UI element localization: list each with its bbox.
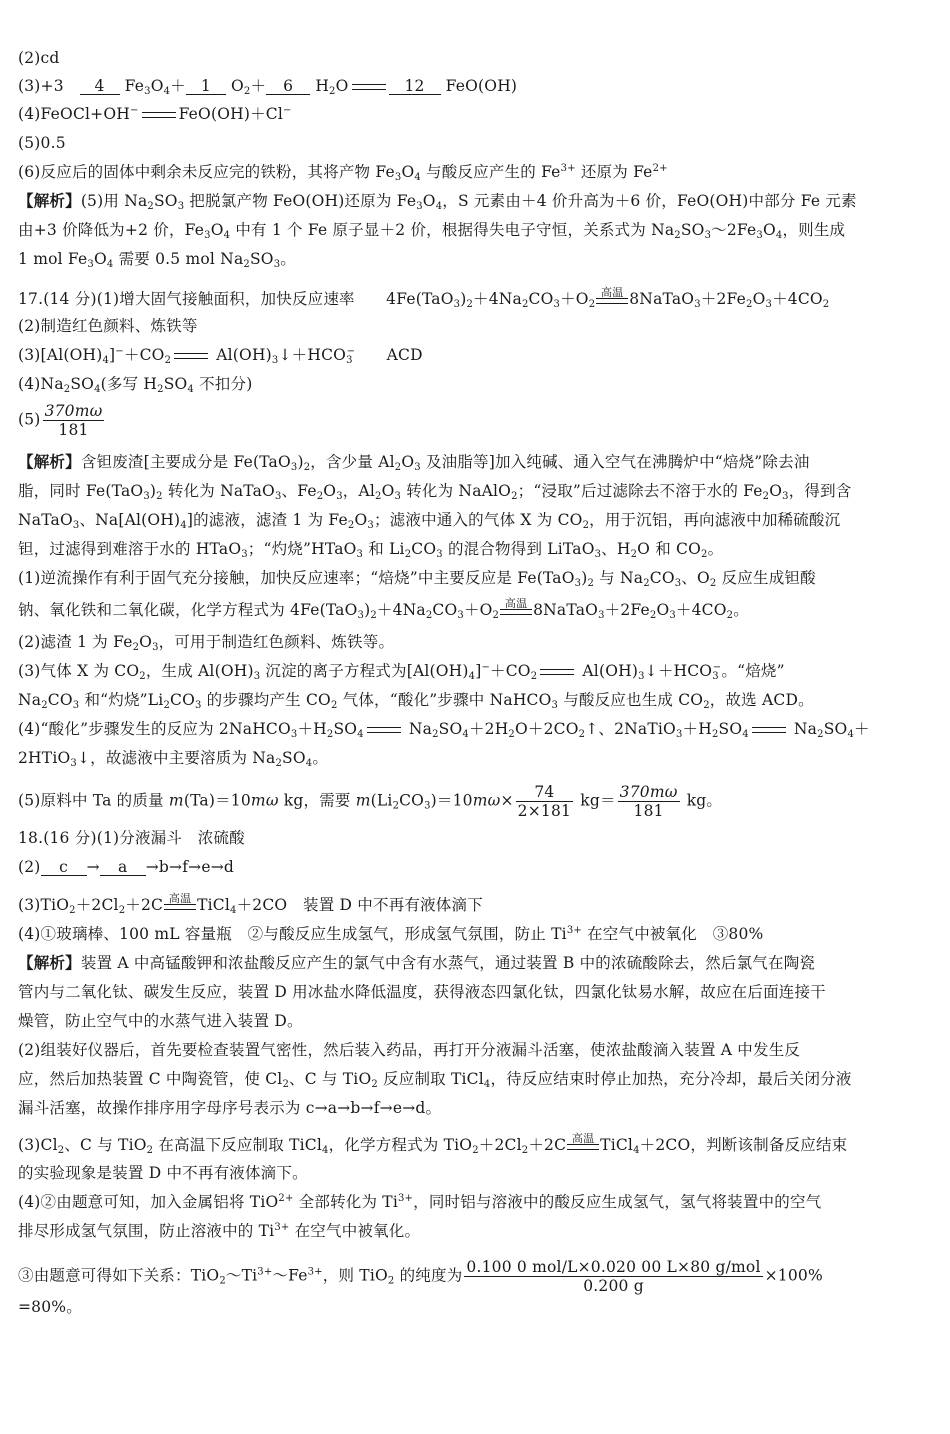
analysis-line: =80%。 xyxy=(18,1298,82,1316)
analysis-line: 1 mol $Fe_3O_4$ 需要 0.5 mol $Na_2SO_3$。 xyxy=(18,250,296,270)
analysis-line: (4)②由题意可知，加入金属铝将 TiO$^{2+}$ 全部转化为 $Ti^{3+}$，同时铝与溶液中的酸反应生成氢气，氢气将装置中的空气 xyxy=(18,1193,822,1211)
answer-line: (6)反应后的固体中剩余未反应完的铁粉，其将产物 $Fe_3O_4$ 与酸反应产生的 $Fe^{3+}$ 还原为 $Fe^{2+}$ xyxy=(18,163,668,183)
answer-line: $(4)Na_2SO_4$(多写 $H_2SO_4$ 不扣分) xyxy=(18,375,253,395)
analysis-line: 漏斗活塞，故操作排序用字母序号表示为 c→a→b→f→e→d。 xyxy=(18,1099,442,1117)
analysis-line: (5)原料中 Ta 的质量 m(Ta)＝10mω kg，需要 $m(Li_2CO_3)=10m\omega\times$ $\frac{74}{2\times 181}$ kg＝ $\frac{370m\omega}{181}$ kg。 xyxy=(18,783,723,820)
answer-line: (4)FeOCl+OH− FeO(OH)＋Cl− xyxy=(18,105,292,123)
analysis-line: 【解析】含钽废渣[主要成分是 $Fe(TaO_3)_2$，含少量 $Al_2O_3$ 及油脂等]加入纯碱、通入空气在沸腾炉中“焙烧”除去油 xyxy=(18,452,810,473)
answer-line: (5)0.5 xyxy=(18,134,66,152)
analysis-line: 排尽形成氢气氛围，防止溶液中的 $Ti^{3+}$ 在空气中被氧化。 xyxy=(18,1222,421,1240)
analysis-line: NaTaO$_3$、$Na[Al(OH)_4]$的滤液，滤渣 1 为 $Fe_2O_3$；滤液中通入的气体 X 为 $CO_2$，用于沉铝，再向滤液中加稀硫酸沉 xyxy=(18,511,841,531)
answer-line: (2)cd xyxy=(18,49,60,67)
answer-line: (4)①玻璃棒、100 mL 容量瓶 ②与酸反应生成氢气，形成氢气氛围，防止 $Ti^{3+}$ 在空气中被氧化 ③80% xyxy=(18,925,764,943)
answer-line: (2)制造红色颜料、炼铁等 xyxy=(18,317,198,335)
q17-head: 17.(14 分)(1)增大固气接触面积，加快反应速率 $4Fe(TaO_3)_2+4Na_2CO_3+O_2$ 高温 $8NaTaO_3+2Fe_2O_3+4CO_2$ xyxy=(18,286,830,310)
analysis-line: (2)组装好仪器后，首先要检查装置气密性，然后装入药品，再打开分液漏斗活塞，使浓盐酸滴入装置 A 中发生反 xyxy=(18,1041,801,1059)
analysis-line: 管内与二氧化钛、碳发生反应，装置 D 用冰盐水降低温度，获得液态四氯化钛，四氯化钛易水解，故应在后面连接干 xyxy=(18,983,826,1001)
q18-head: 18.(16 分)(1)分液漏斗 浓硫酸 xyxy=(18,829,245,847)
analysis-line: 【解析】装置 A 中高锰酸钾和浓盐酸反应产生的氯气中含有水蒸气，通过装置 B 中的浓硫酸除去，然后氯气在陶瓷 xyxy=(18,953,816,972)
answer-line: $(3)TiO_2+2Cl_2+2C$ 高温 TiCl$_4$＋2CO 装置 D 中不再有液体滴下 xyxy=(18,892,483,916)
analysis-line: 的实验现象是装置 D 中不再有液体滴下。 xyxy=(18,1164,308,1182)
analysis-line: 【解析】(5)用 $Na_2SO_3$ 把脱氯产物 FeO(OH)还原为 $Fe_3O_4$，S 元素由＋4 价升高为＋6 价，FeO(OH)中部分 Fe 元素 xyxy=(18,191,857,212)
analysis-line: (2)滤渣 1 为 $Fe_2O_3$，可用于制造红色颜料、炼铁等。 xyxy=(18,633,395,653)
analysis-line: $Na_2CO_3$ 和“灼烧$”Li_2CO_3$ 的步骤均产生 $CO_2$ 气体，“酸化”步骤中 NaHCO$_3$ 与酸反应也生成 $CO_2$，故选 ACD。 xyxy=(18,691,814,711)
analysis-line: $(3)Cl_2$、C 与 TiO$_2$ 在高温下反应制取 TiCl$_4$，化学方程式为 $TiO_2+2Cl_2+2C$ 高温 TiCl$_4$＋2CO，判断该制备反应结束 xyxy=(18,1132,848,1156)
answer-line: $(3)[Al(OH)_4]^-+CO_2$ $Al(OH)_3↓+HCO_3^-$ ACD xyxy=(18,346,423,366)
analysis-line: 燥管，防止空气中的水蒸气进入装置 D。 xyxy=(18,1012,303,1030)
analysis-line: 应，然后加热装置 C 中陶瓷管，使 $Cl_2$、C 与 TiO$_2$ 反应制取 TiCl$_4$，待反应结束时停止加热，充分冷却，最后关闭分液 xyxy=(18,1070,852,1090)
analysis-line: (3)气体 X 为 $CO_2$，生成 $Al(OH)_3$ 沉淀的离子方程式为$[Al(OH)_4]^-+CO_2$ $Al(OH)_3↓+HCO_3^-$。“焙烧” xyxy=(18,662,785,682)
analysis-line: 2HTiO$_3$↓，故滤液中主要溶质为 $Na_2SO_4$。 xyxy=(18,749,329,769)
analysis-line: 钽，过滤得到难溶于水的 HTaO$_3$；“灼烧”HTaO$_3$ 和 $Li_2CO_3$ 的混合物得到 LiTaO$_3$、$H_2O$ 和 $CO_2$。 xyxy=(18,540,724,560)
analysis-line: (4)“酸化”步骤发生的反应为 $2NaHCO_3+H_2SO_4$ $Na_2SO_4+2H_2O+2CO_2↑$、$2NaTiO_3+H_2SO_4$ $Na_2SO_4+$ xyxy=(18,720,870,740)
answer-line: (5) $\frac{370m\omega}{181}$ xyxy=(18,402,103,439)
analysis-line: (1)逆流操作有利于固气充分接触，加快反应速率；“焙烧”中主要反应是 $Fe(TaO_3)_2$ 与 $Na_2CO_3$、$O_2$ 反应生成钽酸 xyxy=(18,569,816,589)
answer-line: (3)+3 4 $Fe_3O_4+ 1$ $O_2+ 6$ $H_2O$ 12 FeO(OH) xyxy=(18,77,518,97)
analysis-line: 脂，同时 $Fe(TaO_3)_2$ 转化为 NaTaO$_3$、$Fe_2O_3$，$Al_2O_3$ 转化为 NaAlO$_2$；“浸取”后过滤除去不溶于水的 $Fe_2O_3$，得到含 xyxy=(18,482,852,502)
analysis-line: 钠、氧化铁和二氧化碳，化学方程式为 $4Fe(TaO_3)_2+4Na_2CO_3+O_2$ 高温 $8NaTaO_3+2Fe_2O_3+4CO_2$。 xyxy=(18,597,749,621)
analysis-line: ③由题意可得如下关系：$TiO_2\sim Ti^{3+}\sim Fe^{3+}$，则 TiO$_2$ 的纯度为 $\frac{\text{0.100 0 mol/L×0.020 00 L×80 g/mol}}{0.200 g}$ ×100% xyxy=(18,1258,823,1295)
analysis-line: 由+3 价降低为+2 价，$Fe_3O_4$ 中有 1 个 Fe 原子显＋2 价，根据得失电子守恒，关系式为 $Na_2SO_3\sim 2Fe_3O_4$，则生成 xyxy=(18,221,846,241)
answer-line: (2) c → a →b→f→e→d xyxy=(18,858,235,876)
